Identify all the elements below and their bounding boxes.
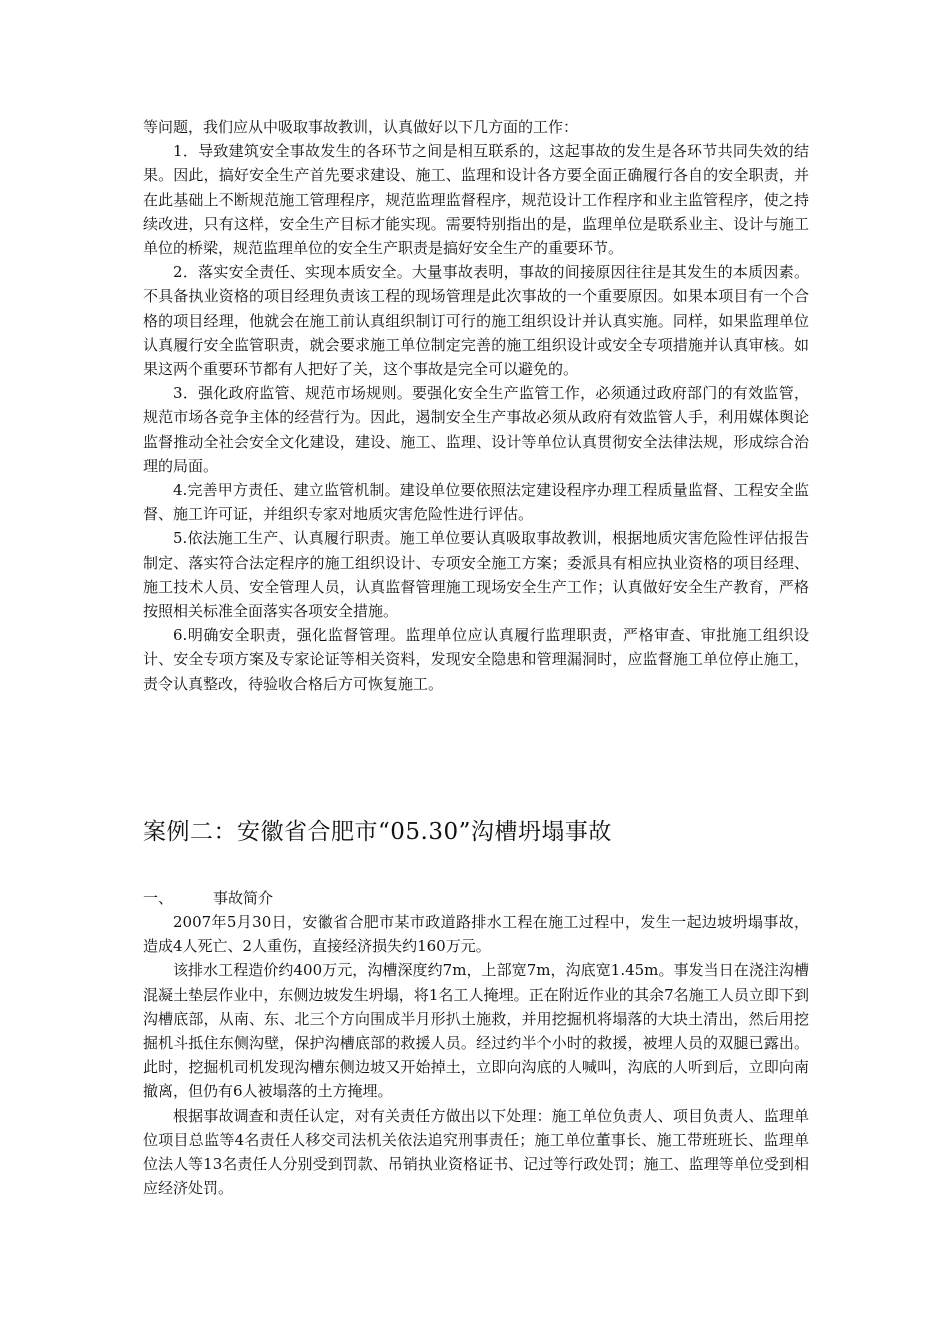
case-summary-label: 事故简介 [213,889,274,907]
lesson-paragraph-3: 3．强化政府监管、规范市场规则。要强化安全生产监管工作，必须通过政府部门的有效监管，规范市场各竞争主体的经营行为。因此，遏制安全生产事故必须从政府有效监管人手，利用媒体舆论监督推动全社会安全文化建设，建设、施工、监理、设计等单位认真贯彻安全法律法规，形成综合治理的局面。 [143,384,809,475]
case-paragraph-3: 根据事故调查和责任认定，对有关责任方做出以下处理：施工单位负责人、项目负责人、监理单位项目总监等4名责任人移交司法机关依法追究刑事责任；施工单位董事长、施工带班班长、监理单位法人等13名责任人分别受到罚款、吊销执业资格证书、记过等行政处罚；施工、监理等单位受到相应经济处罚。 [143,1106,809,1198]
lesson-paragraph-5: 5.依法施工生产、认真履行职责。施工单位要认真吸取事故教训，根据地质灾害危险性评估报告制定、落实符合法定程序的施工组织设计、专项安全施工方案；委派具有相应执业资格的项目经理、施工技术人员、安全管理人员，认真监督管理施工现场安全生产工作；认真做好安全生产教育，严格按照相关标准全面落实各项安全措施。 [143,529,809,621]
case-paragraph-2: 该排水工程造价约400万元，沟槽深度约7m，上部宽7m，沟底宽1.45m。事发当日在浇注沟槽混凝土垫层作业中，东侧边坡发生坍塌，将1名工人掩埋。正在附近作业的其余7名施工人员立即下到沟槽底部，从南、东、北三个方向围成半月形扒土施救，并用挖掘机将塌落的大块土清出，然后用挖掘机斗抵住东侧沟壁，保护沟槽底部的救援人员。经过约半个小时的救援，被埋人员的双腿已露出。此时，挖掘机司机发现沟槽东侧边坡又开始掉土，立即向沟底的人喊叫，沟底的人听到后，立即向南撤离，但仍有6人被塌落的土方掩埋。 [143,961,809,1101]
case-two-body [143,910,809,1200]
lesson-paragraph-6: 6.明确安全职责，强化监督管理。监理单位应认真履行监理职责，严格审查、审批施工组织设计、安全专项方案及专家论证等相关资料，发现安全隐患和管理漏洞时，应监督施工单位停止施工，责令认真整改，待验收合格后方可恢复施工。 [143,626,809,693]
lesson-paragraph-4: 4.完善甲方责任、建立监管机制。建设单位要依照法定建设程序办理工程质量监督、工程安全监督、施工许可证，并组织专家对地质灾害危险性进行评估。 [143,481,809,524]
lesson-paragraph-2: 2．落实安全责任、实现本质安全。大量事故表明，事故的间接原因往往是其发生的本质因素。不具备执业资格的项目经理负责该工程的现场管理是此次事故的一个重要原因。如果本项目有一个合格的项目经理，他就会在施工前认真组织制订可行的施工组织设计并认真实施。同样，如果监理单位认真履行安全监管职责，就会要求施工单位制定完善的施工组织设计或安全专项措施并认真审核。如果这两个重要环节都有人把好了关，这个事故是完全可以避免的。 [143,263,809,379]
lessons-intro-paragraph: 等问题，我们应从中吸取事故教训，认真做好以下几方面的工作： [143,118,579,136]
case-summary-number: 一、 [143,889,174,907]
case-summary-heading [143,886,273,910]
case-paragraph-1: 2007年5月30日，安徽省合肥市某市政道路排水工程在施工过程中，发生一起边坡坍塌事故，造成4人死亡、2人重伤，直接经济损失约160万元。 [143,913,809,956]
lessons-section [143,115,809,696]
lesson-paragraph-1: 1．导致建筑安全事故发生的各环节之间是相互联系的，这起事故的发生是各环节共同失效的结果。因此，搞好安全生产首先要求建设、施工、监理和设计各方要全面正确履行各自的安全职责，并在此基础上不断规范施工管理程序，规范监理监督程序，规范设计工作程序和业主监管程序，使之持续改进，只有这样，安全生产目标才能实现。需要特别指出的是，监理单位是联系业主、设计与施工单位的桥梁，规范监理单位的安全生产职责是搞好安全生产的重要环节。 [143,142,809,258]
case-two-title: 案例二：安徽省合肥市“05.30”沟槽坍塌事故 [143,819,612,845]
